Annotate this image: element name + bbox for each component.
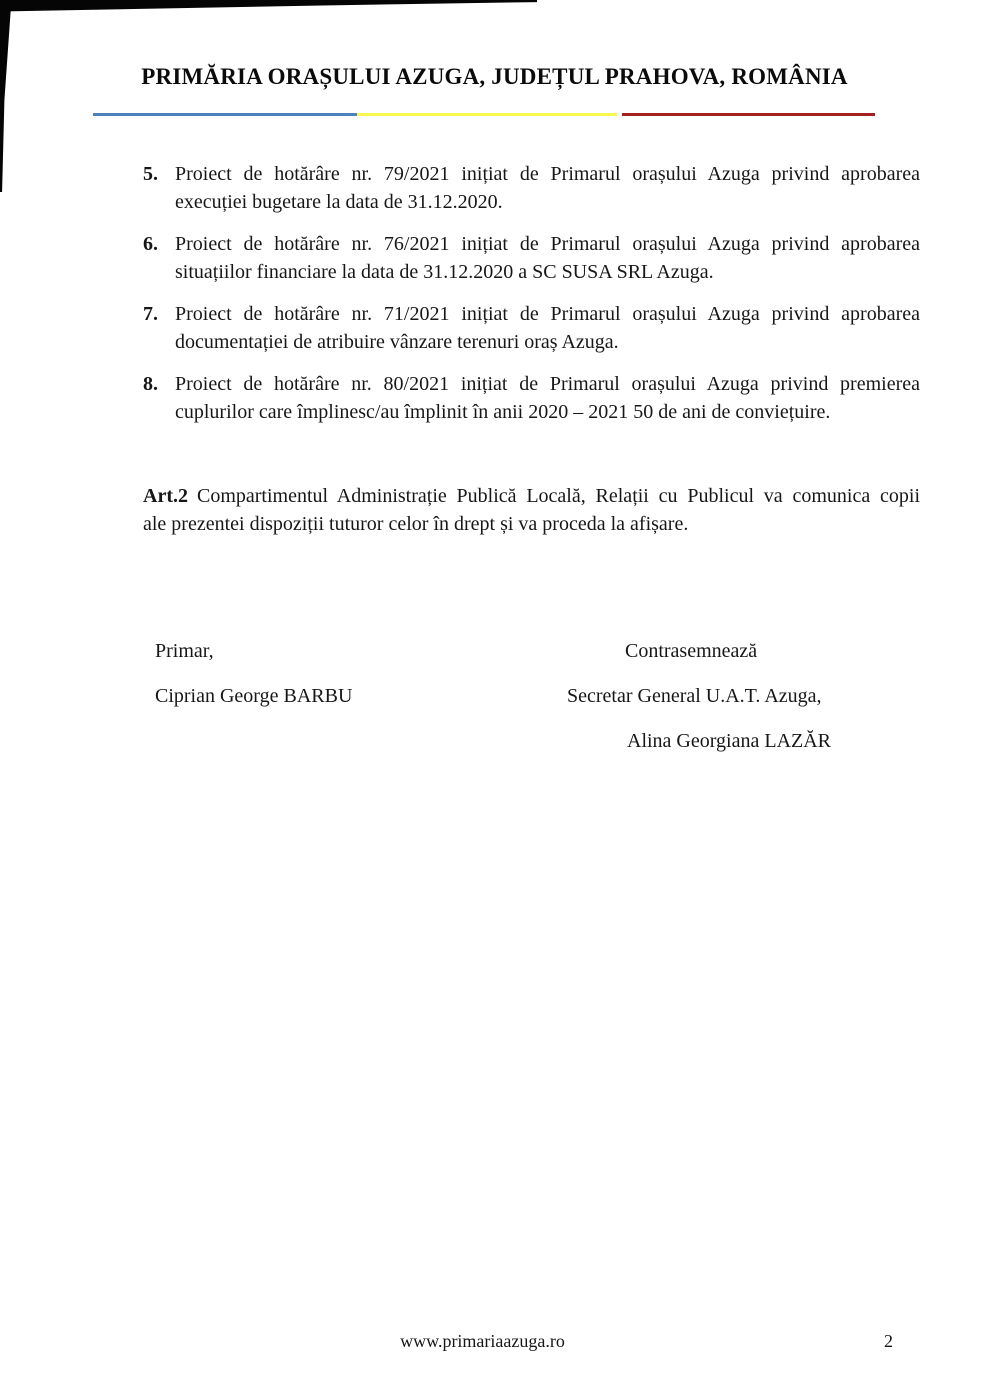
- list-item-line: execuției bugetare la data de 31.12.2020.: [175, 191, 503, 213]
- article-2-paragraph: [143, 482, 920, 538]
- article-label: Art.2: [143, 485, 188, 507]
- divider-segment-red: [622, 113, 875, 116]
- list-item-line: situațiilor financiare la data de 31.12.2020 a SC SUSA SRL Azuga.: [175, 261, 714, 283]
- list-item-number: 6.: [143, 233, 158, 255]
- list-item-line: Proiect de hotărâre nr. 76/2021 inițiat de Primarul orașului Azuga privind aprobarea: [175, 233, 920, 255]
- list-item-number: 7.: [143, 303, 158, 325]
- signature-right-name: Alina Georgiana LAZĂR: [627, 730, 832, 752]
- list-item-line: Proiect de hotărâre nr. 80/2021 inițiat de Primarul orașului Azuga privind premierea: [175, 373, 920, 395]
- signature-left-role: Primar,: [155, 640, 214, 662]
- list-item-line: documentației de atribuire vânzare terenuri oraș Azuga.: [175, 331, 619, 353]
- list-item-line: cuplurilor care împlinesc/au împlinit în anii 2020 – 2021 50 de ani de conviețuire.: [175, 401, 831, 423]
- list-item-line: Proiect de hotărâre nr. 71/2021 inițiat de Primarul orașului Azuga privind aprobarea: [175, 303, 920, 325]
- article-line: [143, 482, 920, 510]
- tricolor-divider: [93, 113, 875, 116]
- list-item: [143, 160, 920, 216]
- list-item-number: 8.: [143, 373, 158, 395]
- list-item: [143, 300, 920, 356]
- article-line: ale prezentei dispoziții tuturor celor în drept și va proceda la afișare.: [143, 513, 689, 535]
- list-item-number: 5.: [143, 163, 158, 185]
- list-item: [143, 230, 920, 286]
- list-item-line: Proiect de hotărâre nr. 79/2021 inițiat de Primarul orașului Azuga privind aprobarea: [175, 163, 920, 185]
- page-title: PRIMĂRIA ORAȘULUI AZUGA, JUDEȚUL PRAHOVA, ROMÂNIA: [141, 64, 848, 89]
- scan-edge-artifact-left: [0, 0, 13, 192]
- signature-left-name: Ciprian George BARBU: [155, 685, 353, 707]
- divider-segment-blue: [93, 113, 357, 116]
- article-text: Compartimentul Administrație Publică Locală, Relații cu Publicul va comunica copii: [196, 485, 920, 507]
- signature-right-role: Secretar General U.A.T. Azuga,: [567, 685, 822, 707]
- signature-right-heading: Contrasemnează: [625, 640, 758, 662]
- divider-segment-yellow: [357, 113, 617, 116]
- scan-edge-artifact-top: [0, 0, 537, 13]
- list-item: [143, 370, 920, 426]
- page-number: 2: [884, 1331, 893, 1351]
- footer-website-url: www.primariaazuga.ro: [400, 1331, 565, 1351]
